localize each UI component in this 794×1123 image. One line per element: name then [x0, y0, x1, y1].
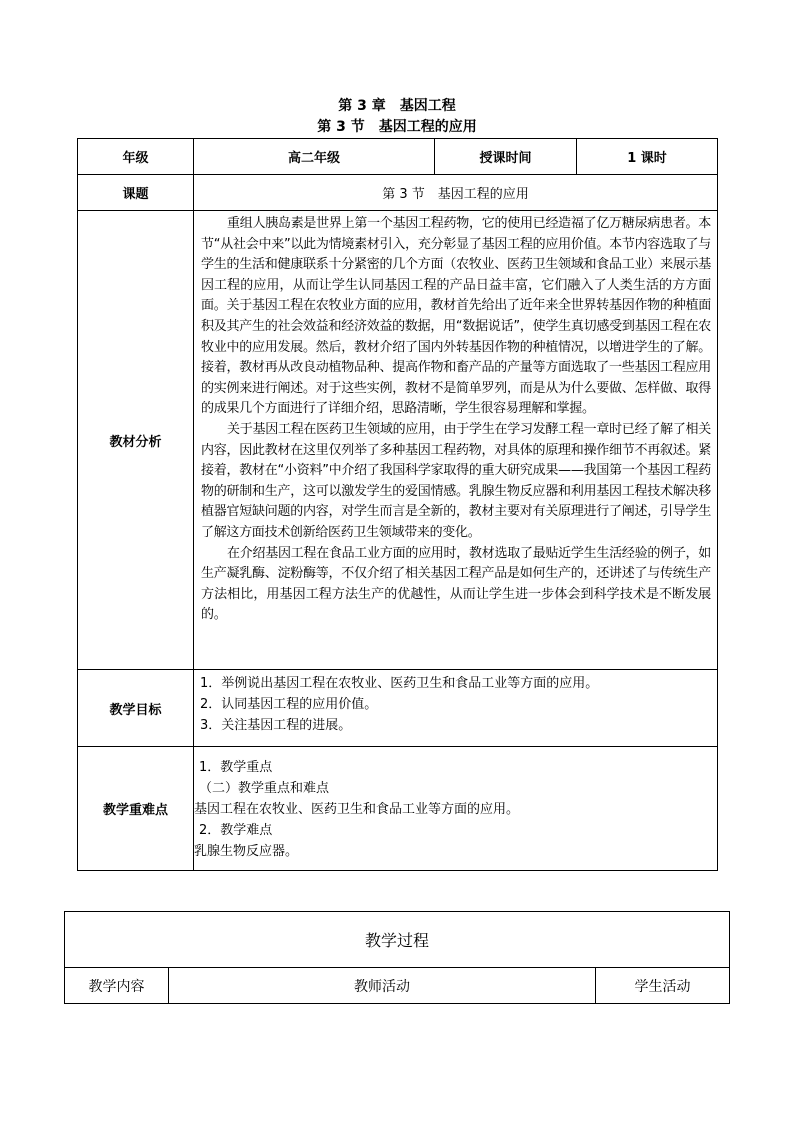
analysis-row [78, 211, 718, 670]
time-value: 1 课时 [577, 139, 718, 175]
keypoint-item: （二）教学重点和难点 [199, 781, 330, 796]
col-content-header: 教学内容 [65, 968, 169, 1004]
keypoints-content [194, 747, 718, 871]
topic-row [78, 175, 718, 211]
topic-value: 第 3 节 基因工程的应用 [194, 175, 718, 211]
analysis-label: 教材分析 [78, 211, 194, 670]
col-teacher-header: 教师活动 [169, 968, 596, 1004]
process-header-row [65, 968, 730, 1004]
analysis-paragraph-1: 重组人胰岛素是世界上第一个基因工程药物，它的使用已经造福了亿万糖尿病患者。本节“从社会中来”以此为情境素材引入，充分彰显了基因工程的应用价值。本节内容选取了与学生的生活和健康联系十分紧密的几个方面（农牧业、医药卫生领域和食品工业）来展示基因工程的应用，从而让学生认同基因工程的产品日益丰富，它们融入了人类生活的方方面面。关于基因工程在农牧业方面的应用，教材首先给出了近年来全世界转基因作物的种植面积及其产生的社会效益和经济效益的数据，用“数据说话”，使学生真切感受到基因工程在农牧业中的应用发展。然后，教材介绍了国内外转基因作物的种植情况，以增进学生的了解。接着，教材再从改良动植物品种、提高作物和畜产品的产量等方面选取了一些基因工程应用的实例来进行阐述。对于这些实例，教材不是简单罗列，而是从为什么要做、怎样做、取得的成果几个方面进行了详细介绍，思路清晰，学生很容易理解和掌握。 [201, 216, 711, 417]
col-student-header: 学生活动 [596, 968, 730, 1004]
keypoints-row [78, 747, 718, 871]
keypoints-label: 教学重难点 [78, 747, 194, 871]
goals-row [78, 670, 718, 747]
goals-content [194, 670, 718, 747]
goal-item: 3．关注基因工程的进展。 [200, 718, 352, 733]
process-title: 教学过程 [65, 912, 730, 968]
keypoint-item: 1．教学重点 [199, 760, 273, 775]
grade-row [78, 139, 718, 175]
grade-label: 年级 [78, 139, 194, 175]
goal-item: 1．举例说出基因工程在农牧业、医药卫生和食品工业等方面的应用。 [200, 676, 599, 691]
goals-label: 教学目标 [78, 670, 194, 747]
teaching-process-table [64, 911, 730, 1004]
lesson-plan-table [77, 138, 718, 871]
goal-item: 2．认同基因工程的应用价值。 [200, 697, 378, 712]
analysis-content [194, 211, 718, 670]
chapter-title: 第 3 章 基因工程 [338, 98, 456, 114]
keypoint-item: 乳腺生物反应器。 [194, 844, 299, 859]
keypoint-item: 基因工程在农牧业、医药卫生和食品工业等方面的应用。 [194, 802, 520, 817]
topic-label: 课题 [78, 175, 194, 211]
keypoint-item: 2．教学难点 [199, 823, 273, 838]
section-title: 第 3 节 基因工程的应用 [317, 119, 477, 135]
process-title-row [65, 912, 730, 968]
time-label: 授课时间 [435, 139, 577, 175]
grade-value: 高二年级 [194, 139, 435, 175]
analysis-paragraph-2: 关于基因工程在医药卫生领域的应用，由于学生在学习发酵工程一章时已经了解了相关内容，因此教材在这里仅列举了多种基因工程药物，对具体的原理和操作细节不再叙述。紧接着，教材在“小资料”中介绍了我国科学家取得的重大研究成果——我国第一个基因工程药物的研制和生产，这可以激发学生的爱国情感。乳腺生物反应器和利用基因工程技术解决移植器官短缺问题的内容，对学生而言是全新的，教材主要对有关原理进行了阐述，引导学生了解这方面技术创新给医药卫生领域带来的变化。 [201, 421, 711, 540]
analysis-paragraph-3: 在介绍基因工程在食品工业方面的应用时，教材选取了最贴近学生生活经验的例子，如生产凝乳酶、淀粉酶等，不仅介绍了相关基因工程产品是如何生产的，还讲述了与传统生产方法相比，用基因工程方法生产的优越性，从而让学生进一步体会到科学技术是不断发展的。 [201, 545, 711, 623]
